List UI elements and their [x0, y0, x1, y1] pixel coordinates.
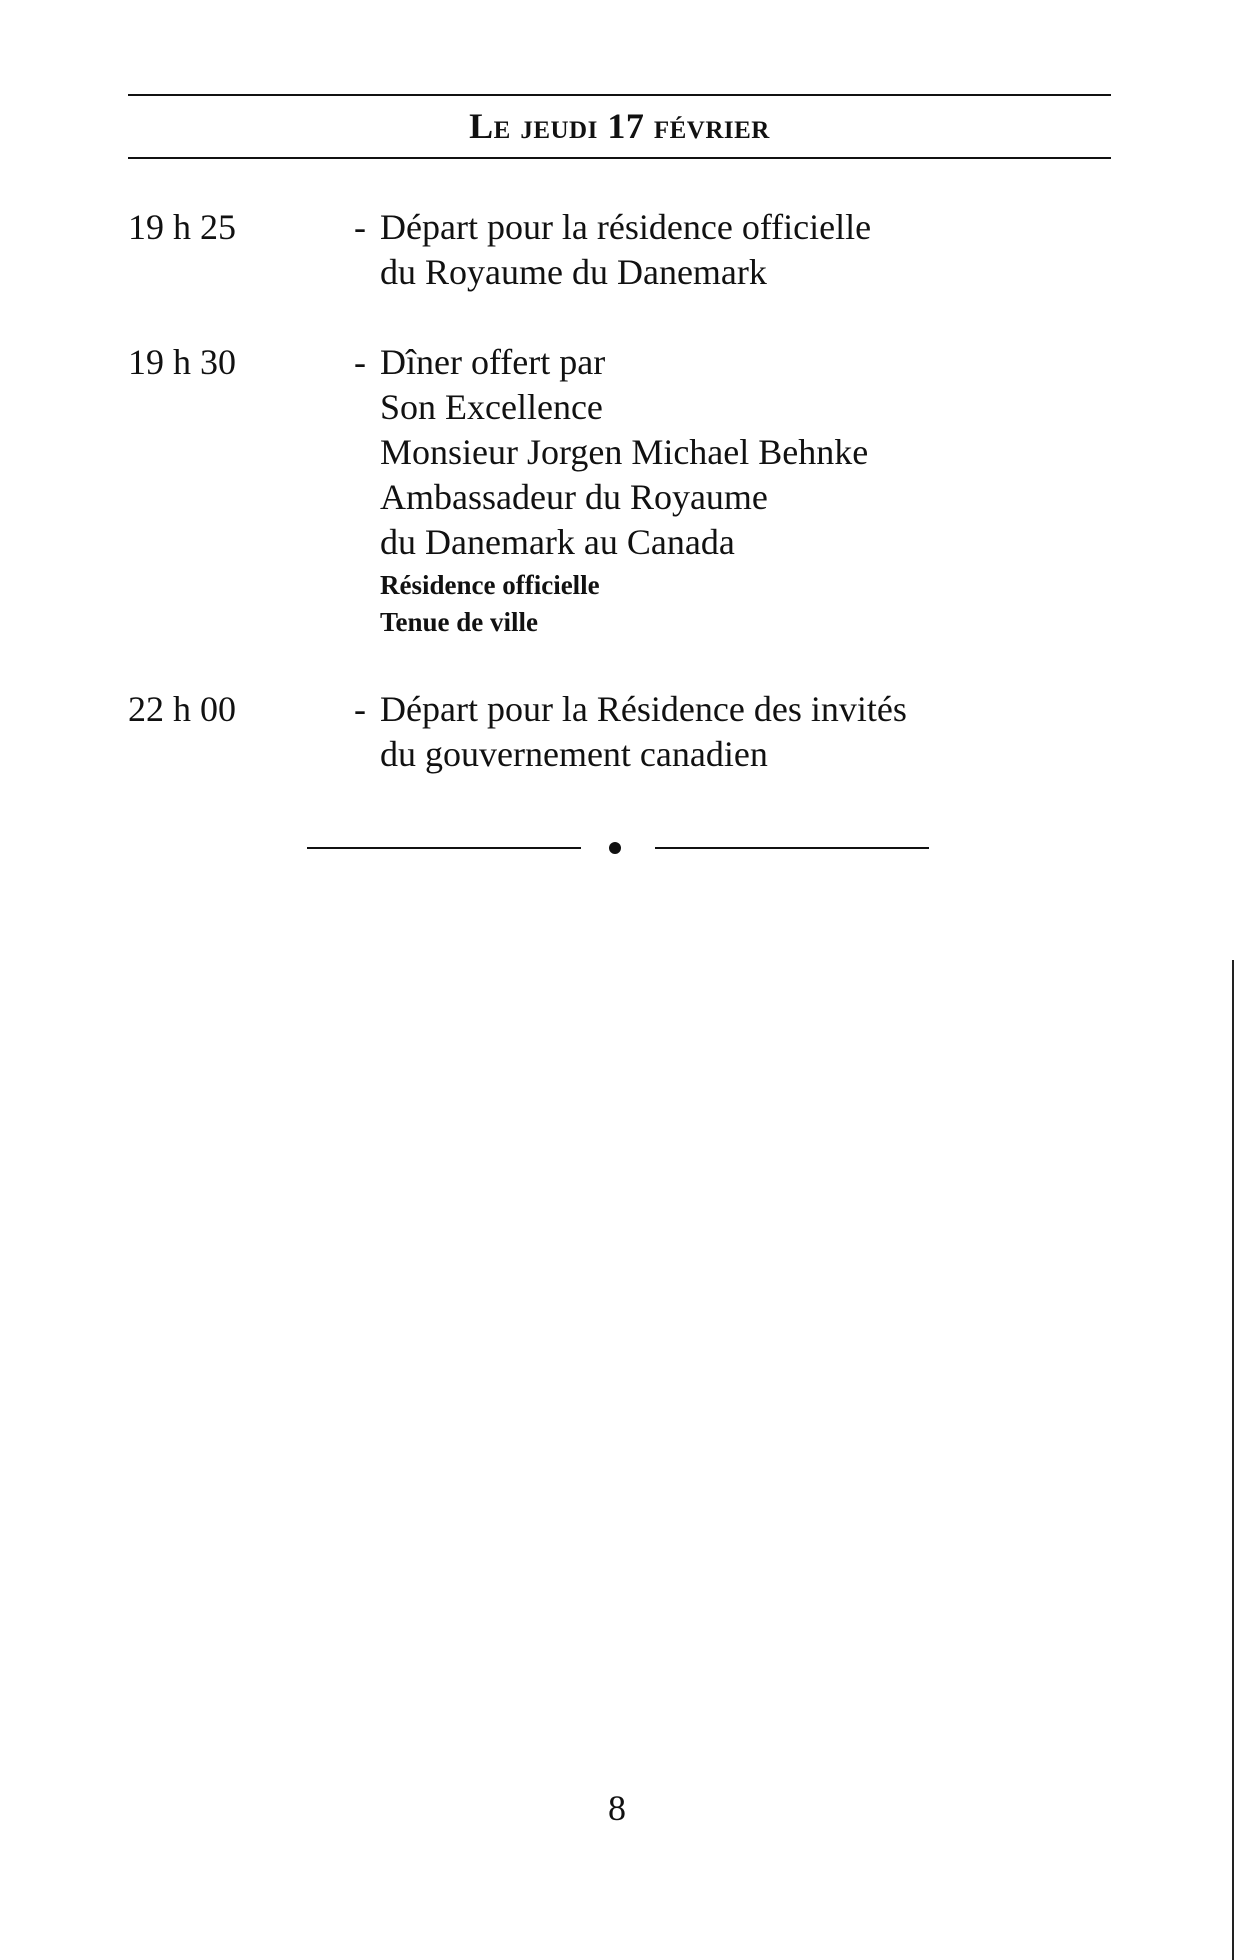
separator-line-left: [307, 847, 581, 849]
entry-line: du Royaume du Danemark: [380, 252, 767, 292]
entry-note-location: Résidence officielle: [380, 570, 600, 600]
entry-line: Ambassadeur du Royaume: [380, 477, 768, 517]
entry-dash: -: [354, 342, 366, 382]
section-separator: [307, 838, 929, 858]
bullet-dot-icon: [609, 842, 621, 854]
entry-dash: -: [354, 689, 366, 729]
separator-line-right: [655, 847, 929, 849]
entry-time: 19 h 25: [128, 207, 236, 247]
page-number: 8: [608, 1788, 626, 1828]
entry-line: Dîner offert par: [380, 342, 606, 382]
entry-description: [380, 687, 907, 777]
page-title: Le jeudi 17 février: [469, 106, 770, 146]
header-rule-top: [128, 94, 1111, 96]
entry-description: [380, 205, 871, 295]
entry-time: 22 h 00: [128, 689, 236, 729]
entry-note-dress-code: Tenue de ville: [380, 607, 539, 637]
entry-dash: -: [354, 207, 366, 247]
entry-line: Départ pour la Résidence des invités: [380, 689, 907, 729]
entry-line: Départ pour la résidence officielle: [380, 207, 872, 247]
entry-line: Son Excellence: [380, 387, 603, 427]
header-rule-bottom: [128, 157, 1111, 159]
entry-line: du Danemark au Canada: [380, 522, 735, 562]
entry-time: 19 h 30: [128, 342, 236, 382]
entry-line: du gouvernement canadien: [380, 734, 768, 774]
entry-line: Monsieur Jorgen Michael Behnke: [380, 432, 869, 472]
entry-description: [380, 340, 868, 641]
